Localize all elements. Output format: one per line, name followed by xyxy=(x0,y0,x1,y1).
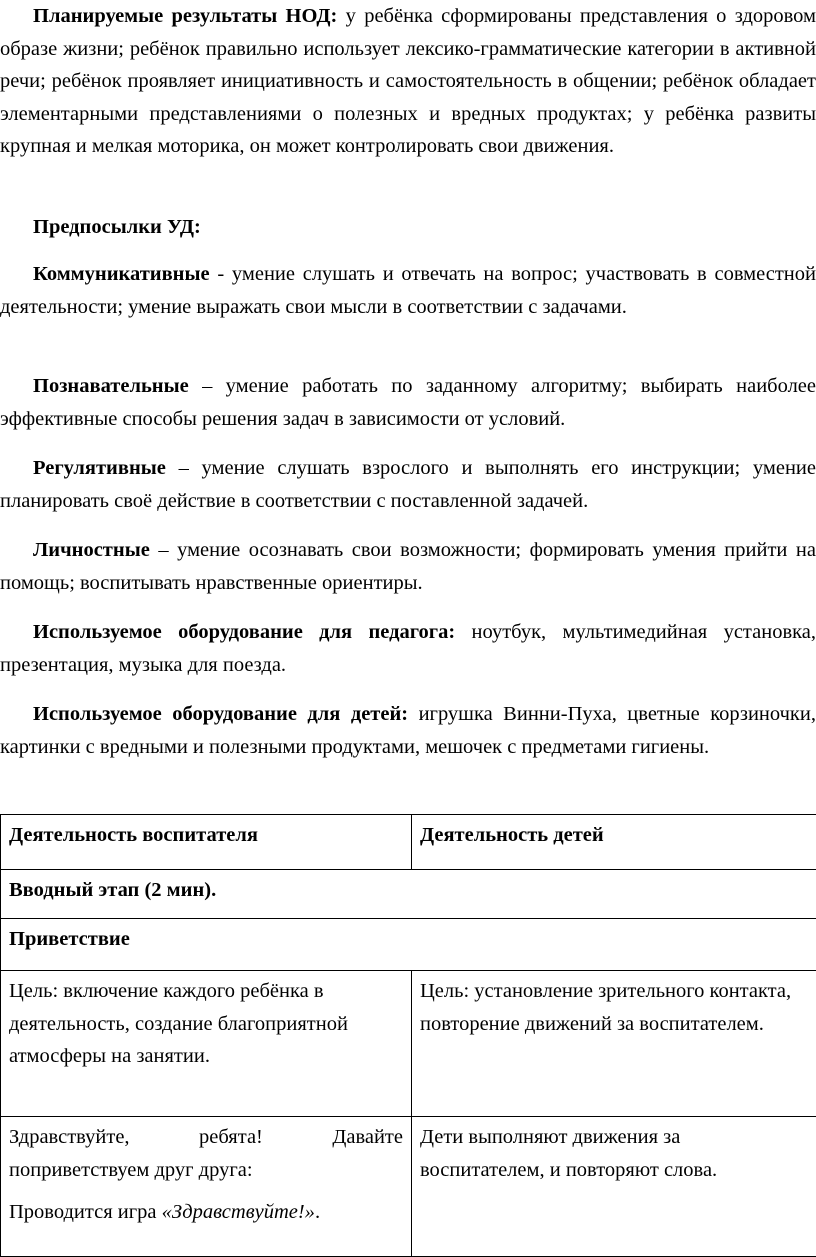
teacher-equipment-text: ноутбук, мультимедийная установка, презентация, музыка для поезда. xyxy=(0,621,816,676)
greeting-section-text: Приветствие xyxy=(9,928,130,950)
communicative-text: - умение слушать и отвечать на вопрос; участвовать в совместной деятельности; умение выражать свои мысли в соответствии с задачами. xyxy=(0,263,816,318)
activity-table xyxy=(0,814,816,1257)
teacher-speech-text: Здравствуйте, ребята! Давайте поприветствуем друг друга: xyxy=(9,1121,403,1186)
game-line xyxy=(9,1196,403,1229)
goal-teacher-text: Цель: включение каждого ребёнка в деятельность, создание благоприятной атмосферы на занятии. xyxy=(9,980,348,1067)
children-equipment-label: Используемое оборудование для детей: xyxy=(33,703,408,725)
teacher-equipment-label: Используемое оборудование для педагога: xyxy=(33,621,455,643)
regulatory-paragraph xyxy=(0,452,816,517)
header-teacher-activity-text: Деятельность воспитателя xyxy=(9,824,258,846)
children-action-cell xyxy=(412,1117,816,1257)
intro-stage-text: Вводный этап (2 мин). xyxy=(9,879,216,901)
children-action-text: Дети выполняют движения за воспитателем, и повторяют слова. xyxy=(420,1126,717,1181)
cognitive-paragraph xyxy=(0,370,816,435)
table-row xyxy=(1,919,816,971)
intro-stage-cell xyxy=(1,870,816,919)
planned-results-label: Планируемые результаты НОД: xyxy=(33,5,337,27)
game-suffix: . xyxy=(315,1201,320,1223)
goal-teacher-cell xyxy=(1,971,412,1117)
personal-paragraph xyxy=(0,534,816,599)
header-children-activity-text: Деятельность детей xyxy=(420,824,604,846)
communicative-paragraph xyxy=(0,258,816,323)
table-header-row xyxy=(1,815,816,870)
planned-results-text: у ребёнка сформированы представления о здоровом образе жизни; ребёнок правильно использует лексико-грамматические категории в активной речи; ребёнок проявляет инициативность и самостоятельность в общении; ребёнок обладает элементарными представлениями о полезных и вредных продуктах; у ребёнка развиты крупная и мелкая моторика, он может контролировать свои движения. xyxy=(0,5,816,157)
children-equipment-paragraph xyxy=(0,698,816,763)
game-name: «Здравствуйте!» xyxy=(162,1201,315,1223)
cognitive-text: – умение работать по заданному алгоритму; выбирать наиболее эффективные способы решения задач в зависимости от условий. xyxy=(0,375,816,430)
regulatory-text: – умение слушать взрослого и выполнять его инструкции; умение планировать своё действие в соответствии с поставленной задачей. xyxy=(0,457,816,512)
prerequisites-heading-text: Предпосылки УД: xyxy=(33,216,201,238)
greeting-section-cell xyxy=(1,919,816,971)
header-teacher-activity xyxy=(1,815,412,870)
personal-text: – умение осознавать свои возможности; формировать умения прийти на помощь; воспитывать нравственные ориентиры. xyxy=(0,539,816,594)
game-prefix: Проводится игра xyxy=(9,1201,162,1223)
communicative-label: Коммуникативные xyxy=(33,263,210,285)
personal-label: Личностные xyxy=(33,539,150,561)
children-equipment-text: игрушка Винни-Пуха, цветные корзиночки, картинки с вредными и полезными продуктами, мешочек с предметами гигиены. xyxy=(0,703,816,758)
table-row xyxy=(1,870,816,919)
planned-results-paragraph xyxy=(0,0,816,163)
teacher-equipment-paragraph xyxy=(0,616,816,681)
goal-children-text: Цель: установление зрительного контакта, повторение движений за воспитателем. xyxy=(420,980,791,1035)
cognitive-label: Познавательные xyxy=(33,375,189,397)
goal-children-cell xyxy=(412,971,816,1117)
header-children-activity xyxy=(412,815,816,870)
teacher-speech-cell xyxy=(1,1117,412,1257)
table-row xyxy=(1,1117,816,1257)
table-row xyxy=(1,971,816,1117)
regulatory-label: Регулятивные xyxy=(33,457,166,479)
prerequisites-heading xyxy=(0,211,816,244)
